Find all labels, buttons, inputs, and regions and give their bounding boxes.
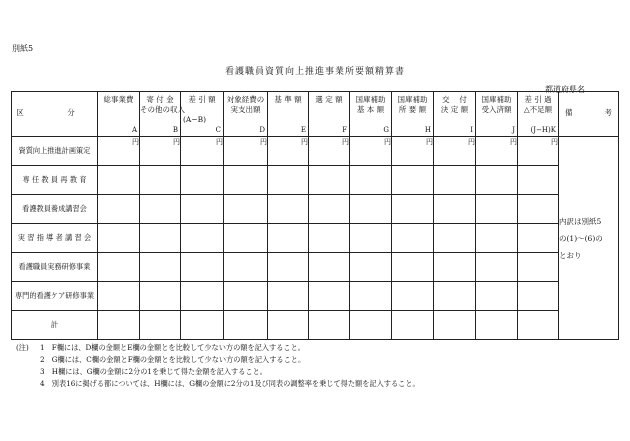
notes-section	[16, 342, 420, 390]
header-row	[12, 92, 619, 137]
unit-cell: 円	[518, 137, 559, 166]
prefecture-name-label: 都道府県名	[545, 85, 585, 94]
column-header-subsidy-required: 国庫補助 所 要 額 H	[392, 92, 434, 137]
remarks-cell	[559, 137, 619, 340]
unit-cell: 円	[140, 137, 181, 166]
row-label: 資質向上推進計画策定	[12, 137, 98, 166]
note-line: 4 別表16に掲げる都については、H欄には、G欄の金額に2分の1及び同表の調整率を乗じて得た額を記入すること。	[40, 379, 420, 388]
column-header-subsidy-base: 国庫補助 基 本 額 G	[350, 92, 392, 137]
column-header-net-amount: 差 引 額 (A−B) C	[181, 92, 224, 137]
column-header-standard-amount: 基 準 額 E	[268, 92, 309, 137]
column-header-category: 区 分	[12, 92, 98, 137]
document-title: 看護職員資質向上推進事業所要額精算書	[224, 67, 405, 77]
table-row	[12, 137, 619, 166]
unit-cell: 円	[476, 137, 518, 166]
row-label: 専門的看護ケア研修事業	[12, 282, 98, 311]
unit-cell: 円	[434, 137, 476, 166]
unit-cell: 円	[224, 137, 268, 166]
table-row	[12, 253, 619, 282]
note-line: 3 H欄には、G欄の金額に2分の1を乗じて得た金額を記入すること。	[40, 367, 267, 376]
note-line: 2 G欄には、C欄の金額とF欄の金額とを比較して少ない方の額を記入すること。	[40, 355, 306, 364]
table-row	[12, 282, 619, 311]
unit-cell: 円	[350, 137, 392, 166]
unit-cell: 円	[309, 137, 350, 166]
unit-cell: 円	[181, 137, 224, 166]
unit-cell: 円	[268, 137, 309, 166]
settlement-table	[11, 91, 619, 340]
table-row-total	[12, 311, 619, 340]
unit-cell: 円	[392, 137, 434, 166]
remark-line: とおり	[559, 250, 582, 260]
row-label: 看護教員養成講習会	[12, 195, 98, 224]
column-header-grant-decision: 交 付 決 定 額 I	[434, 92, 476, 137]
column-header-actual-expenditure: 対象経費の実支出額 D	[224, 92, 268, 137]
unit-cell: 円	[98, 137, 140, 166]
column-header-difference: 差 引 過 △不足額 (J−H)K	[518, 92, 559, 137]
row-label: 実 習 指 導 者 講 習 会	[12, 224, 98, 253]
column-header-selected-amount: 選 定 額 F	[309, 92, 350, 137]
notes-prefix: (注)	[16, 343, 29, 352]
column-header-donations: 寄 付 金 その他の収入 B	[140, 92, 181, 137]
remark-line: 内訳は別紙5	[559, 216, 602, 226]
row-label: 看護職員実務研修事業	[12, 253, 98, 282]
total-row-label: 計	[12, 311, 98, 340]
row-label: 専 任 教 員 再 教 育	[12, 166, 98, 195]
appendix-label: 別紙5	[12, 44, 34, 53]
remark-line: の(1)〜(6)の	[559, 233, 603, 243]
note-line: (注) 1 F欄には、D欄の金額とE欄の金額とを比較して少ない方の額を記入すること。	[16, 343, 305, 352]
column-header-remarks: 備 考	[559, 92, 619, 137]
table-row	[12, 224, 619, 253]
column-header-total-cost: 総事業費 A	[98, 92, 140, 137]
table-row	[12, 195, 619, 224]
column-header-subsidy-received: 国庫補助 受入済額 J	[476, 92, 518, 137]
table-row	[12, 166, 619, 195]
